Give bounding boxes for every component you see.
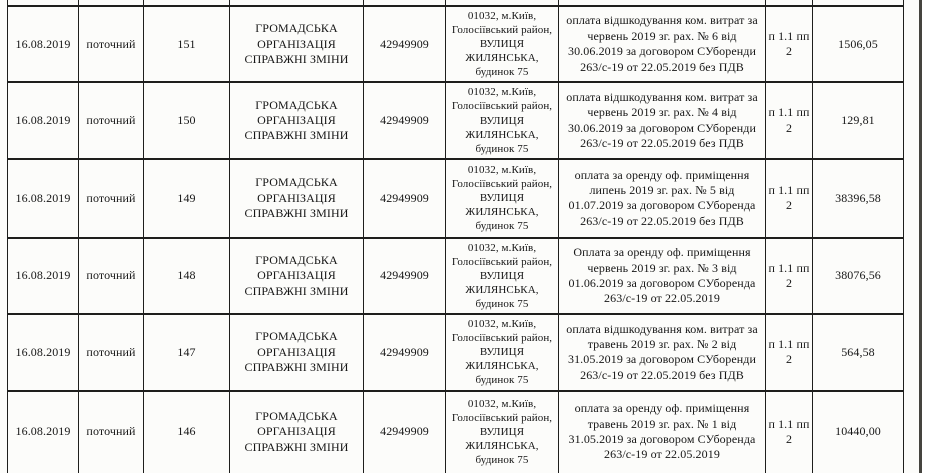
cell-payment-purpose: Оплата за оренду оф. приміщення червень 2019 зг. рах. № 3 від 01.06.2019 за договором СУборенда 263/с-19 от 22.05.2019: [559, 238, 766, 314]
table-row: [8, 159, 904, 238]
cell-payment-purpose: оплата відшкодування ком. витрат за червень 2019 зг. рах. № 6 від 30.06.2019 за договором СУборенди 263/с-19 от 22.05.2019 без ПДВ: [559, 6, 766, 82]
cell-date: 16.08.2019: [8, 314, 79, 390]
cell-amount: 38076,56: [813, 238, 904, 314]
cell-clause: п 1.1 пп 2: [766, 314, 813, 390]
table-row: [8, 391, 904, 473]
cell-payer-code: 42949909: [364, 391, 446, 473]
cell-payer-address: 01032, м.Київ, Голосіївський район, ВУЛИЦЯ ЖИЛЯНСЬКА, будинок 75: [446, 238, 559, 314]
cell-clause: п 1.1 пп 2: [766, 238, 813, 314]
cell-payment-purpose: оплата відшкодування ком. витрат за травень 2019 зг. рах. № 2 від 31.05.2019 за договором СУборенди 263/с-19 от 22.05.2019 без ПДВ: [559, 314, 766, 390]
cell-payer-code: 42949909: [364, 82, 446, 158]
cell-doc-type: поточний: [79, 6, 144, 82]
cell-doc-type: поточний: [79, 238, 144, 314]
cell-doc-type: поточний: [79, 159, 144, 238]
cell-amount: 1506,05: [813, 6, 904, 82]
cell-payer-name: ГРОМАДСЬКА ОРГАНІЗАЦІЯ СПРАВЖНІ ЗМІНИ: [230, 82, 364, 158]
cell-date: 16.08.2019: [8, 391, 79, 473]
cell-payment-purpose: оплата відшкодування ком. витрат за червень 2019 зг. рах. № 4 від 30.06.2019 за договором СУборенди 263/с-19 от 22.05.2019 без ПДВ: [559, 82, 766, 158]
cell-payer-name: ГРОМАДСЬКА ОРГАНІЗАЦІЯ СПРАВЖНІ ЗМІНИ: [230, 314, 364, 390]
cell-payer-code: 42949909: [364, 6, 446, 82]
cell-clause: п 1.1 пп 2: [766, 6, 813, 82]
cell-doc-type: поточний: [79, 314, 144, 390]
cell-payment-purpose: оплата за оренду оф. приміщення травень 2019 зг. рах. № 1 від 31.05.2019 за договором СУборенда 263/с-19 от 22.05.2019: [559, 391, 766, 473]
cell-clause: п 1.1 пп 2: [766, 391, 813, 473]
cell-payer-name: ГРОМАДСЬКА ОРГАНІЗАЦІЯ СПРАВЖНІ ЗМІНИ: [230, 238, 364, 314]
cell-payer-code: 42949909: [364, 159, 446, 238]
cell-doc-number: 148: [144, 238, 230, 314]
cell-payment-purpose: оплата за оренду оф. приміщення липень 2019 зг. рах. № 5 від 01.07.2019 за договором СУборенда 263/с-19 от 22.05.2019 без ПДВ: [559, 159, 766, 238]
cell-date: 16.08.2019: [8, 159, 79, 238]
table-row: [8, 238, 904, 314]
cell-doc-number: 149: [144, 159, 230, 238]
table-row: [8, 314, 904, 390]
cell-payer-address: 01032, м.Київ, Голосіївський район, ВУЛИЦЯ ЖИЛЯНСЬКА, будинок 75: [446, 391, 559, 473]
cell-payer-code: 42949909: [364, 314, 446, 390]
cell-doc-type: поточний: [79, 82, 144, 158]
cell-doc-type: поточний: [79, 391, 144, 473]
cell-payer-name: ГРОМАДСЬКА ОРГАНІЗАЦІЯ СПРАВЖНІ ЗМІНИ: [230, 6, 364, 82]
cell-doc-number: 147: [144, 314, 230, 390]
table-row: [8, 6, 904, 82]
cell-amount: 129,81: [813, 82, 904, 158]
page-right-margin: [922, 0, 933, 473]
cell-doc-number: 151: [144, 6, 230, 82]
cell-payer-address: 01032, м.Київ, Голосіївський район, ВУЛИЦЯ ЖИЛЯНСЬКА, будинок 75: [446, 314, 559, 390]
cell-date: 16.08.2019: [8, 6, 79, 82]
cell-clause: п 1.1 пп 2: [766, 82, 813, 158]
cell-amount: 38396,58: [813, 159, 904, 238]
cell-amount: 10440,00: [813, 391, 904, 473]
cell-date: 16.08.2019: [8, 238, 79, 314]
cell-payer-name: ГРОМАДСЬКА ОРГАНІЗАЦІЯ СПРАВЖНІ ЗМІНИ: [230, 391, 364, 473]
cell-date: 16.08.2019: [8, 82, 79, 158]
payments-table: [7, 0, 904, 473]
cell-doc-number: 150: [144, 82, 230, 158]
cell-payer-address: 01032, м.Київ, Голосіївський район, ВУЛИЦЯ ЖИЛЯНСЬКА, будинок 75: [446, 6, 559, 82]
cell-doc-number: 146: [144, 391, 230, 473]
cell-payer-address: 01032, м.Київ, Голосіївський район, ВУЛИЦЯ ЖИЛЯНСЬКА, будинок 75: [446, 159, 559, 238]
cell-amount: 564,58: [813, 314, 904, 390]
cell-payer-code: 42949909: [364, 238, 446, 314]
cell-clause: п 1.1 пп 2: [766, 159, 813, 238]
table-row: [8, 82, 904, 158]
cell-payer-name: ГРОМАДСЬКА ОРГАНІЗАЦІЯ СПРАВЖНІ ЗМІНИ: [230, 159, 364, 238]
cell-payer-address: 01032, м.Київ, Голосіївський район, ВУЛИЦЯ ЖИЛЯНСЬКА, будинок 75: [446, 82, 559, 158]
